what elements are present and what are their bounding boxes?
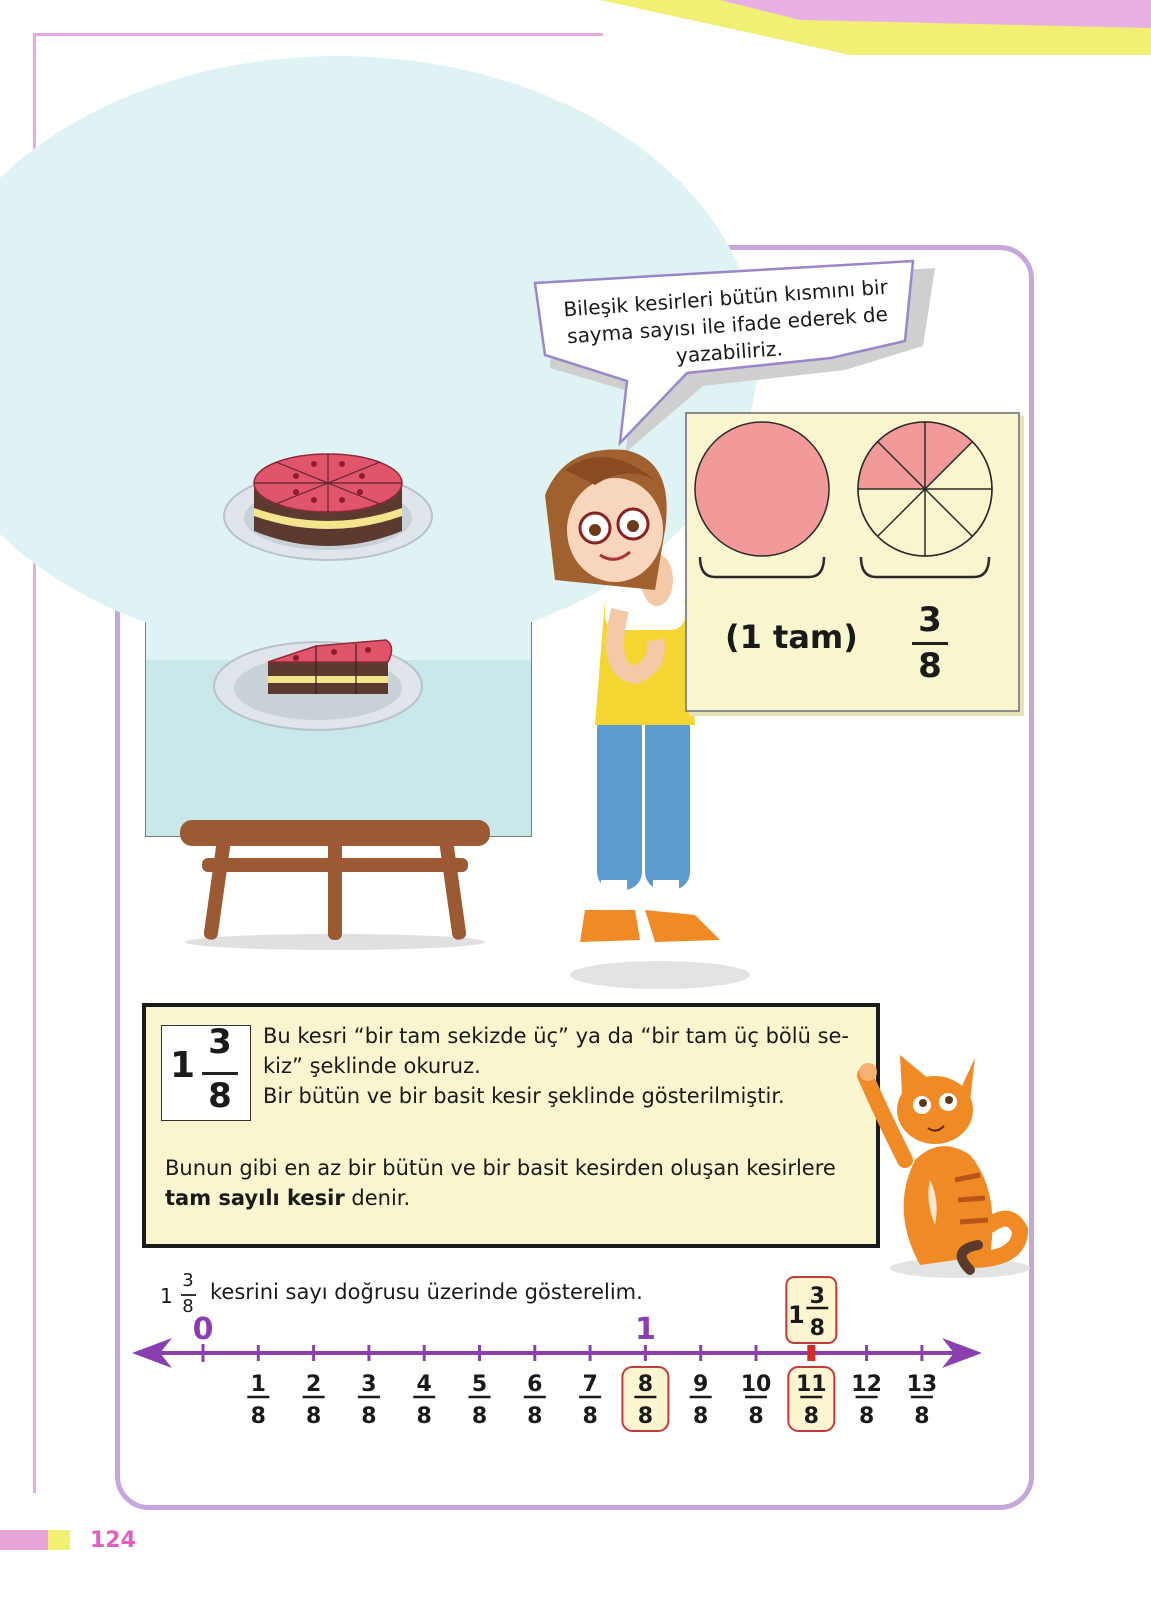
board-fraction-denominator: 8: [918, 646, 942, 686]
inline-mixed-denominator: 8: [182, 1296, 194, 1317]
tick-marked: [807, 1345, 815, 1361]
tick-label-denominator: 8: [361, 1404, 377, 1429]
tick-label-denominator: 8: [637, 1404, 654, 1429]
tick-label-numerator: 12: [851, 1372, 882, 1397]
one-label: 1: [634, 1312, 656, 1347]
tick-label-denominator: 8: [471, 1404, 488, 1429]
tick-label-numerator: 1: [250, 1372, 266, 1397]
easel-legs-icon: [180, 820, 490, 950]
highlight-mixed-denominator: 8: [809, 1316, 825, 1341]
one-whole-label: (1 tam): [725, 618, 858, 656]
mixed-number-whole: 1: [170, 1045, 196, 1086]
definition-text-line: [165, 1186, 410, 1210]
tick-label-numerator: 5: [471, 1372, 488, 1397]
speech-text: Bileşik kesirleri bütün kısmını bir sayma sayısı ile ifade ederek de yazabiliriz.: [562, 274, 889, 368]
definition-bold-term: tam sayılı kesir: [165, 1186, 345, 1210]
mixed-number-numerator: 3: [208, 1022, 232, 1062]
info-text-line: Bu kesri “bir tam sekizde üç” ya da “bir tam üç bölü se-: [263, 1024, 850, 1048]
info-text-line: kiz” şeklinde okuruz.: [263, 1054, 481, 1078]
highlight-mixed-whole: 1: [787, 1301, 805, 1329]
tick-label-denominator: 8: [527, 1404, 543, 1429]
definition-end: denir.: [344, 1186, 411, 1210]
mixed-number-bar: [202, 1072, 238, 1075]
tick-label-denominator: 8: [416, 1404, 432, 1429]
tick-label-numerator: 7: [582, 1372, 598, 1397]
easel-canvas: [145, 395, 532, 837]
number-line-instruction: kesrini sayı doğrusu üzerinde gösterelim.: [210, 1280, 643, 1304]
tick-label-denominator: 8: [914, 1404, 930, 1429]
inline-mixed-whole: 1: [160, 1284, 173, 1308]
page-number: 124: [90, 1528, 136, 1553]
tick-label-denominator: 8: [250, 1404, 266, 1429]
tick-label-numerator: 8: [637, 1372, 654, 1397]
tick-label-numerator: 4: [416, 1372, 432, 1397]
tick-label-denominator: 8: [858, 1404, 875, 1429]
tick-label-denominator: 8: [582, 1404, 598, 1429]
whole-pie: [695, 422, 829, 556]
tick-label-numerator: 2: [305, 1372, 322, 1397]
tick-label-numerator: 10: [740, 1372, 772, 1397]
page-tab-pink: [0, 1530, 48, 1550]
cake-illustration: [146, 396, 531, 836]
mixed-number-denominator: 8: [208, 1076, 232, 1116]
zero-label: 0: [192, 1312, 214, 1347]
tick-label-denominator: 8: [305, 1404, 322, 1429]
tick-label-denominator: 8: [803, 1404, 819, 1429]
inline-mixed-numerator: 3: [182, 1270, 194, 1291]
definition-text-line: Bunun gibi en az bir bütün ve bir basit kesirden oluşan kesirlere: [165, 1156, 836, 1180]
tick-label-numerator: 6: [527, 1372, 543, 1397]
tick-label-denominator: 8: [693, 1404, 709, 1429]
tick-label-numerator: 9: [693, 1372, 709, 1397]
page-tab-yellow: [48, 1530, 70, 1550]
highlight-mixed-numerator: 3: [809, 1284, 825, 1309]
tick-label-numerator: 13: [906, 1372, 938, 1397]
tick-label-numerator: 3: [361, 1372, 377, 1397]
board-fraction-bar: [912, 642, 948, 645]
fraction-pies: [685, 412, 1020, 712]
board-fraction-numerator: 3: [918, 600, 942, 640]
tick-label-numerator: 11: [795, 1372, 827, 1397]
page-border-top: [33, 33, 603, 36]
tick-label-denominator: 8: [748, 1404, 764, 1429]
cat-illustration: [860, 1050, 1030, 1280]
info-text-line: Bir bütün ve bir basit kesir şeklinde gösterilmiştir.: [263, 1084, 785, 1108]
